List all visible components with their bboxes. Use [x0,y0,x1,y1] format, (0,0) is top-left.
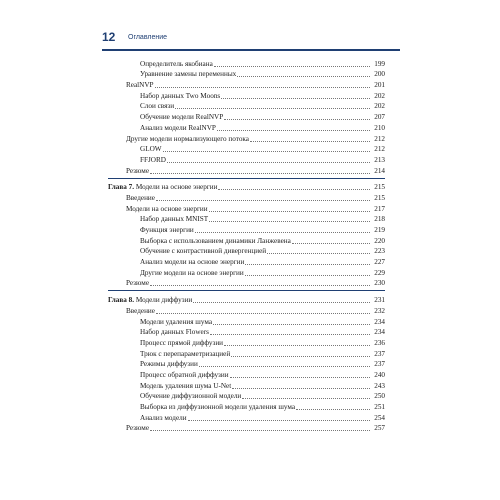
toc-entry-title [140,269,244,278]
table-of-contents [108,58,385,433]
entry-text: Анализ модели RealNVP [140,123,216,132]
toc-entry[interactable] [108,58,385,69]
entry-text: Набор данных Two Moons [140,91,221,100]
dot-leader [150,284,370,286]
toc-page-number: 243 [374,381,385,390]
toc-entry[interactable] [108,256,385,267]
dot-leader [218,188,370,190]
toc-entry[interactable] [108,203,385,214]
toc-entry[interactable] [108,327,385,338]
toc-entry[interactable] [108,337,385,348]
toc-entry-title [140,339,223,348]
toc-page-number: 202 [374,102,385,111]
toc-entry[interactable] [108,235,385,246]
entry-text: Режимы диффузии [140,360,198,369]
toc-page-number: 237 [374,349,385,358]
toc-entry[interactable] [108,154,385,165]
toc-entry[interactable] [108,101,385,112]
toc-entry[interactable] [108,144,385,155]
dot-leader [193,301,370,303]
dot-leader [195,231,370,233]
toc-page-number: 219 [374,226,385,234]
dot-leader [232,387,370,389]
toc-entry-title [140,414,187,423]
toc-entry-title [126,135,249,144]
entry-text: Слои связи [140,102,175,111]
entry-text: Обучение модели RealNVP [140,113,224,122]
toc-entry[interactable] [108,412,385,423]
toc-entry-title [140,145,162,154]
dot-leader [224,118,370,120]
toc-entry-title [140,92,220,101]
toc-entry-title [108,296,192,305]
toc-entry[interactable] [108,380,385,391]
entry-text: Функция энергии [140,226,194,234]
entry-text: Обучение с контрастивной дивергенцией [140,247,267,256]
toc-page-number: 220 [374,236,385,245]
toc-entry-title [126,167,149,176]
toc-entry-title [126,205,208,214]
toc-page-number: 212 [374,134,385,143]
toc-page-number: 218 [374,215,385,224]
toc-entry-title [140,328,209,337]
toc-entry[interactable] [108,348,385,359]
toc-entry[interactable] [108,69,385,80]
toc-page-number: 215 [374,193,385,202]
toc-entry-title [140,247,266,256]
toc-page-number: 232 [374,306,385,315]
entry-text: Резюме [126,166,150,175]
dot-leader [199,365,370,367]
dot-leader [209,210,370,212]
page-header [102,29,400,51]
toc-page-number: 213 [374,155,385,164]
toc-entry-title [140,102,174,111]
toc-entry[interactable] [108,391,385,402]
toc-entry[interactable] [108,90,385,101]
dot-leader [156,199,370,201]
entry-text: Введение [126,306,155,315]
toc-page-number: 251 [374,403,385,411]
toc-entry-title [140,350,230,359]
entry-text: Уравнение замены переменных [140,70,237,79]
toc-entry[interactable] [108,401,385,412]
toc-page-number: 230 [374,279,385,288]
toc-entry-title [140,70,236,79]
toc-entry-title [140,226,194,235]
toc-entry[interactable] [108,423,385,434]
entry-text: Другие модели нормализующего потока [126,134,249,143]
toc-entry[interactable] [108,359,385,370]
toc-entry-title [126,194,155,203]
toc-entry[interactable] [108,122,385,133]
entry-text: Трюк с перепараметризацией [140,349,231,358]
toc-page-number: 210 [374,123,385,132]
toc-entry[interactable] [108,133,385,144]
dot-leader [237,75,370,77]
toc-entry-title [140,258,244,267]
dot-leader [156,312,370,314]
entry-text: Резюме [126,279,150,288]
dot-leader [224,344,370,346]
entry-text: Выборка с использованием динамики Ланжевена [140,236,291,245]
toc-page-number: 240 [374,370,385,379]
dot-leader [296,408,370,410]
entry-text: Модель удаления шума U-Net [140,381,232,390]
dot-leader [167,161,370,163]
toc-entry-title [140,237,291,246]
toc-page-number: 201 [374,81,385,90]
entry-text: Модели на основе энергии [135,183,218,192]
entry-text: Модели диффузии [135,296,193,305]
toc-entry-title [126,279,149,288]
entry-text: Выборка из диффузионной модели удаления шума [140,403,296,411]
toc-entry[interactable] [108,316,385,327]
toc-entry[interactable] [108,192,385,203]
toc-entry[interactable] [108,267,385,278]
toc-entry[interactable] [108,214,385,225]
running-title: Оглавление [128,34,168,41]
toc-page-number: 214 [374,166,385,175]
toc-page-number: 237 [374,360,385,369]
toc-page-number: 254 [374,413,385,422]
dot-leader [175,107,370,109]
toc-entry-title [126,81,154,90]
dot-leader [217,129,370,131]
entry-text: Обучение диффузионной модели [140,392,242,401]
dot-leader [245,263,370,265]
toc-entry[interactable] [108,305,385,316]
entry-text: Набор данных MNIST [140,215,209,224]
dot-leader [250,140,370,142]
dot-leader [292,242,370,244]
entry-text: Введение [126,193,155,202]
entry-text: Анализ модели на основе энергии [140,258,245,267]
entry-text: Модели удаления шума [140,317,213,326]
toc-chapter-entry[interactable] [108,294,385,305]
entry-text: FFJORD [140,155,166,164]
toc-entry-title [126,424,149,433]
toc-entry-title [140,60,213,69]
entry-text: Определитель якобиана [140,59,213,68]
entry-text: Модели на основе энергии [126,204,208,213]
toc-entry-title [140,113,223,122]
dot-leader [150,429,370,431]
toc-page-number: 223 [374,247,385,256]
dot-leader [188,419,370,421]
chapter-number: Глава 7. [108,183,135,192]
toc-page-number: 250 [374,392,385,401]
toc-page-number: 199 [374,59,385,68]
dot-leader [209,220,370,222]
toc-page-number: 217 [374,204,385,213]
toc-page-number: 234 [374,317,385,326]
dot-leader [155,86,370,88]
toc-entry[interactable] [108,369,385,380]
chapter-number: Глава 8. [108,296,135,305]
toc-entry-title [140,371,229,380]
toc-entry[interactable] [108,165,385,176]
entry-text: GLOW [140,145,162,154]
toc-entry[interactable] [108,278,385,289]
toc-entry[interactable] [108,111,385,122]
toc-entry-title [140,382,231,391]
toc-entry-title [108,183,217,192]
toc-entry[interactable] [108,224,385,235]
toc-page-number: 207 [374,113,385,122]
toc-entry-title [140,403,295,412]
toc-page-number: 202 [374,91,385,100]
toc-entry-title [140,124,216,133]
toc-page-number: 229 [374,268,385,277]
dot-leader [221,97,370,99]
dot-leader [213,323,370,325]
dot-leader [231,355,370,357]
toc-page-number: 215 [374,183,385,192]
dot-leader [267,252,370,254]
toc-page-number: 231 [374,296,385,305]
toc-entry-title [140,156,166,165]
entry-text: Процесс прямой диффузии [140,338,224,347]
toc-entry-title [140,215,208,224]
dot-leader [163,150,370,152]
toc-entry[interactable] [108,246,385,257]
entry-text: Анализ модели [140,413,187,422]
dot-leader [242,397,370,399]
toc-entry[interactable] [108,79,385,90]
toc-entry-title [140,392,241,401]
toc-entry-title [140,318,212,327]
toc-page-number: 234 [374,328,385,337]
entry-text: Набор данных Flowers [140,328,209,337]
entry-text: Резюме [126,424,150,433]
dot-leader [210,333,370,335]
toc-page-number: 257 [374,424,385,433]
toc-page-number: 212 [374,145,385,154]
toc-chapter-entry[interactable] [108,182,385,193]
toc-entry-title [140,360,198,369]
page-number: 12 [102,30,116,44]
dot-leader [245,274,370,276]
dot-leader [150,172,370,174]
toc-entry-title [126,307,155,316]
toc-page-number: 236 [374,338,385,347]
entry-text: Процесс обратной диффузии [140,370,229,379]
toc-page-number: 200 [374,70,385,79]
dot-leader [230,376,370,378]
entry-text: RealNVP [126,81,154,90]
dot-leader [214,65,370,67]
toc-page-number: 227 [374,258,385,267]
entry-text: Другие модели на основе энергии [140,268,244,277]
